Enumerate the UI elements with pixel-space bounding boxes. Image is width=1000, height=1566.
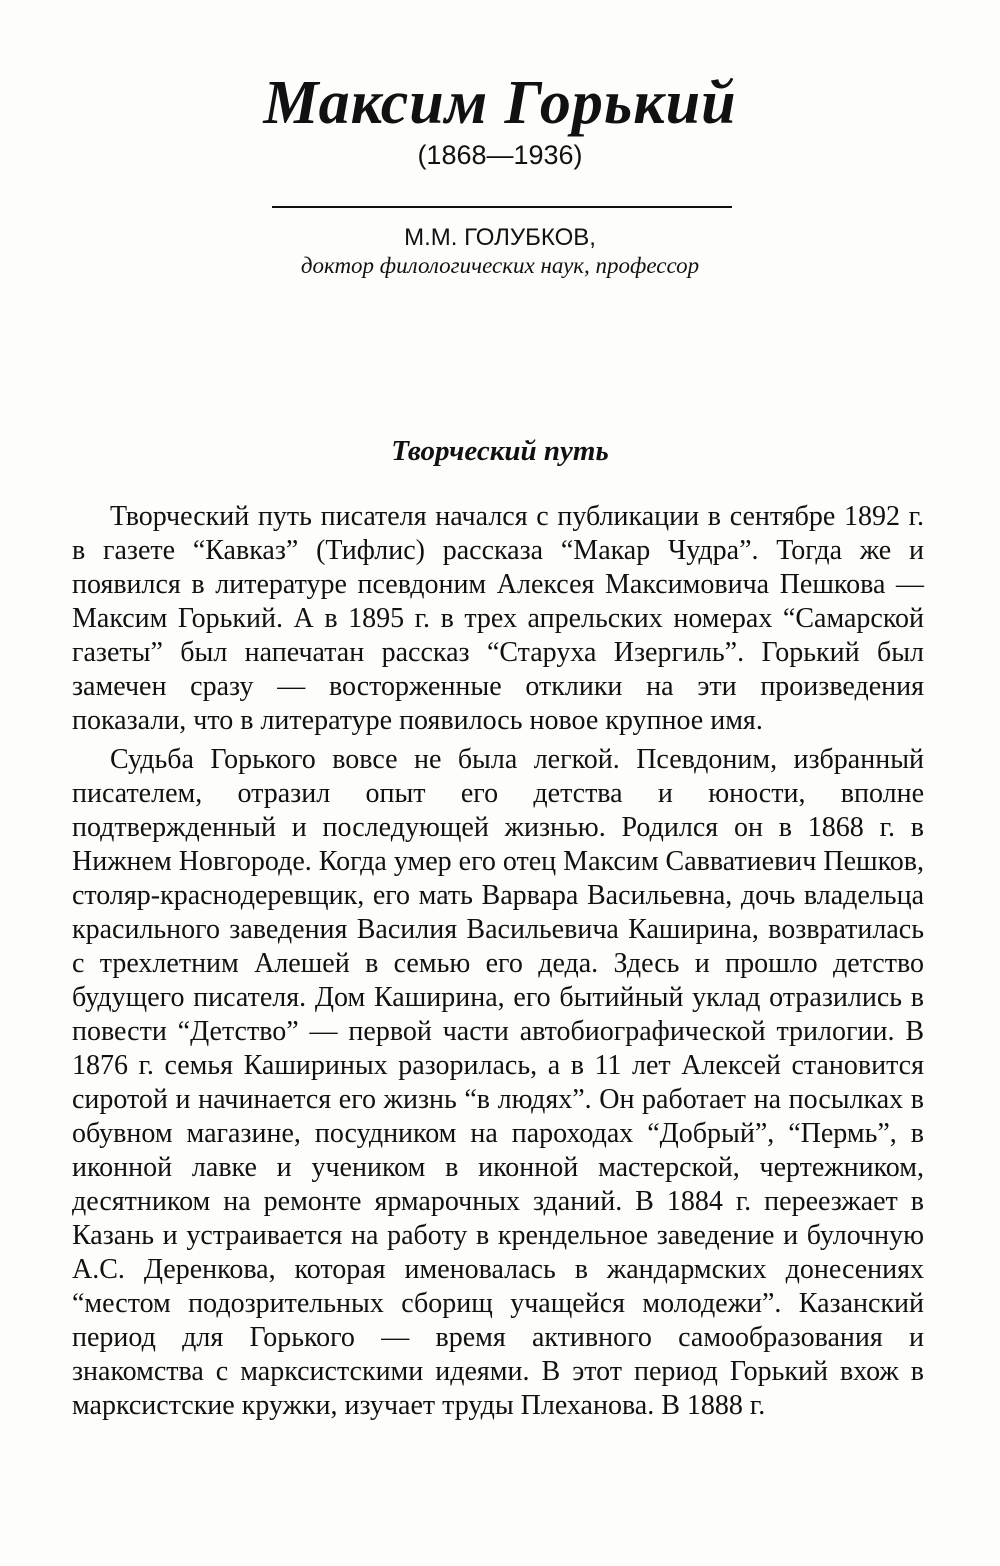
author-credentials: доктор филологических наук, профессор xyxy=(300,253,700,278)
life-years: (1868—1936) xyxy=(417,140,583,170)
page-title: Максим Горький xyxy=(263,69,737,137)
section-heading: Творческий путь xyxy=(391,435,609,467)
author-name: М.М. ГОЛУБКОВ, xyxy=(404,224,596,251)
title-divider xyxy=(272,206,732,208)
paragraph-2: Судьба Горького вовсе не была легкой. Псевдоним, избранный писателем, отразил опыт его детства и юности, вполне подтвержденный и последующей жизнью. Родился он в 1868 г. в Нижнем Новгороде. Когда умер его отец Максим Савватиевич Пешков, столяр-краснодеревщик, его мать Варвара Васильевна, дочь владельца красильного заведения Василия Васильевича Каширина, возвратилась с трехлетним Алешей в семью его деда. Здесь и прошло детство будущего писателя. Дом Каширина, его бытийный уклад отразились в повести “Детство” — первой части автобиографической трилогии. В 1876 г. семья Кашириных разорилась, а в 11 лет Алексей становится сиротой и начинается его жизнь “в людях”. Он работает на посылках в обувном магазине, посудником на пароходах “Добрый”, “Пермь”, в иконной лавке и учеником в иконной мастерской, чертежником, десятником на ремонте ярмарочных зданий. В 1884 г. переезжает в Казань и устраивается на работу в крендельное заведение и булочную А.С. Деренкова, которая именовалась в жандармских донесениях “местом подозрительных сборищ учащейся молодежи”. Казанский период для Горького — время активного самообразования и знакомства с марксистскими идеями. В этот период Горький вхож в марксистские кружки, изучает труды Плеханова. В 1888 г. xyxy=(72,744,924,1421)
paragraph-1: Творческий путь писателя начался с публикации в сентябре 1892 г. в газете “Кавказ” (Тифлис) рассказа “Макар Чудра”. Тогда же и появился в литературе псевдоним Алексея Максимовича Пешкова — Максим Горький. А в 1895 г. в трех апрельских номерах “Самарской газеты” был напечатан рассказ “Старуха Изергиль”. Горький был замечен сразу — восторженные отклики на эти произведения показали, что в литературе появилось новое крупное имя. xyxy=(72,501,924,736)
article-body xyxy=(72,500,924,1428)
